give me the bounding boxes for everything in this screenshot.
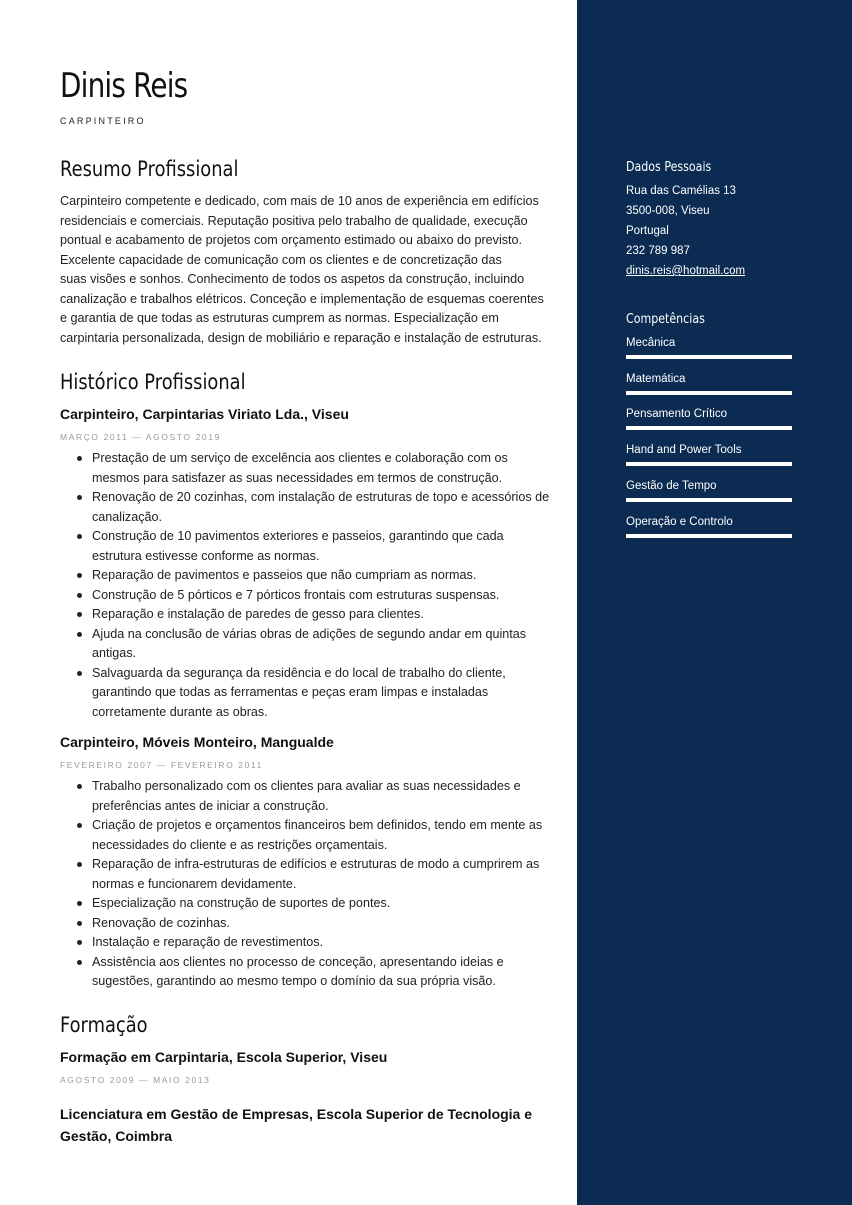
list-item	[60, 933, 540, 953]
education-date: AGOSTO 2009 — MAIO 2013	[60, 1075, 211, 1085]
skill-level-bar	[626, 534, 792, 538]
skill-name: Gestão de Tempo	[626, 480, 717, 492]
list-item	[60, 855, 540, 894]
skill-level-bar	[626, 391, 792, 395]
list-item	[60, 664, 540, 723]
list-item	[60, 586, 540, 606]
skill-level-bar	[626, 462, 792, 466]
summary-heading: Resumo Profissional	[60, 157, 239, 181]
bullet-line: corretamente durante as obras.	[92, 704, 268, 719]
skill-item	[626, 516, 792, 538]
job-date: MARÇO 2011 — AGOSTO 2019	[60, 432, 221, 442]
summary-line: canalização e trabalhos elétricos. Conceção e implementação de esquemas coerentes	[60, 291, 544, 306]
bullet-line: Trabalho personalizado com os clientes para avaliar as suas necessidades e	[92, 779, 521, 793]
bullet-line: Ajuda na conclusão de várias obras de adições de segundo andar em quintas	[92, 626, 527, 641]
list-item	[60, 894, 540, 914]
candidate-name: Dinis Reis	[60, 66, 188, 106]
sidebar	[577, 0, 852, 1205]
skill-item	[626, 373, 792, 395]
bullet-line: Renovação de cozinhas.	[92, 915, 230, 930]
bullet-line: preferências antes de iniciar a construção.	[92, 798, 329, 813]
summary-line: Carpinteiro competente e dedicado, com mais de 10 anos de experiência em edifícios	[60, 194, 539, 208]
bullet-line: Assistência aos clientes no processo de conceção, apresentando ideias e	[92, 954, 504, 969]
personal-heading: Dados Pessoais	[626, 160, 712, 175]
skill-name: Mecânica	[626, 337, 676, 349]
list-item	[60, 605, 540, 625]
bullet-line: estrutura estivesse conforme as normas.	[92, 548, 320, 563]
education-title: Licenciatura em Gestão de Empresas, Escola Superior de Tecnologia e	[60, 1106, 533, 1122]
list-item	[60, 566, 540, 586]
list-item	[60, 816, 543, 855]
job-title: Carpinteiro, Carpintarias Viriato Lda., Viseu	[60, 406, 349, 422]
bullet-line: canalização.	[92, 509, 163, 524]
bullet-line: necessidades do cliente e as restrições orçamentais.	[92, 837, 388, 852]
list-item	[60, 449, 540, 488]
skill-item	[626, 480, 792, 502]
job-duties-list	[60, 449, 550, 722]
summary-line: Excelente capacidade de comunicação com os clientes e de concretização das	[60, 252, 502, 267]
list-item	[60, 914, 540, 934]
skill-level-bar	[626, 355, 792, 359]
job-duties-list	[60, 777, 543, 992]
bullet-line: Reparação e instalação de paredes de gesso para clientes.	[92, 607, 424, 621]
candidate-title: CARPINTEIRO	[60, 116, 146, 126]
bullet-line: Salvaguarda da segurança da residência e do local de trabalho do cliente,	[92, 665, 506, 680]
skills-heading: Competências	[626, 312, 705, 327]
bullet-line: Instalação e reparação de revestimentos.	[92, 935, 324, 949]
summary-text	[60, 192, 544, 348]
bullet-line: Reparação de pavimentos e passeios que não cumpriam as normas.	[92, 568, 477, 582]
summary-line: suas visões e sonhos. Conhecimento de todos os aspetos da construção, incluindo	[60, 272, 525, 286]
bullet-line: Especialização na construção de suportes de pontes.	[92, 896, 391, 910]
address-line: Rua das Camélias 13	[626, 185, 736, 197]
list-item	[60, 953, 540, 992]
bullet-line: mesmos para satisfazer as suas necessidades em termos de construção.	[92, 470, 503, 485]
bullet-line: Reparação de infra-estruturas de edifícios e estruturas de modo a cumprirem as	[92, 857, 540, 871]
education-title: Gestão, Coimbra	[60, 1128, 173, 1144]
email-link[interactable]: dinis.reis@hotmail.com	[626, 265, 746, 277]
summary-line: e garantia de que todas as estruturas cumprem as normas. Especialização em	[60, 311, 499, 325]
bullet-line: Construção de 10 pavimentos exteriores e passeios, garantindo que cada	[92, 529, 504, 543]
education-title: Formação em Carpintaria, Escola Superior, Viseu	[60, 1049, 388, 1065]
list-item	[60, 625, 540, 664]
skill-level-bar	[626, 498, 792, 502]
bullet-line: sugestões, garantindo ao mesmo tempo o domínio da sua própria visão.	[92, 974, 496, 988]
education-heading: Formação	[60, 1013, 148, 1037]
city-line: 3500-008, Viseu	[626, 205, 710, 217]
country-line: Portugal	[626, 225, 669, 237]
bullet-line: antigas.	[92, 646, 137, 660]
history-heading: Histórico Profissional	[60, 370, 246, 394]
skill-name: Matemática	[626, 373, 686, 385]
job-date: FEVEREIRO 2007 — FEVEREIRO 2011	[60, 760, 263, 770]
skill-name: Hand and Power Tools	[626, 444, 742, 456]
skill-item	[626, 408, 792, 430]
bullet-line: normas e funcionarem devidamente.	[92, 876, 297, 891]
skill-name: Operação e Controlo	[626, 516, 733, 528]
bullet-line: garantindo que todas as ferramentas e peças eram limpas e instaladas	[92, 685, 489, 699]
bullet-line: Criação de projetos e orçamentos financeiros bem definidos, tendo em mente as	[92, 818, 543, 832]
summary-line: pontual e acabamento de projetos com orçamento estimado ou abaixo do previsto.	[60, 233, 523, 247]
summary-line: carpintaria personalizada, design de mobiliário e reparação e instalação de estruturas.	[60, 330, 542, 345]
bullet-line: Renovação de 20 cozinhas, com instalação de estruturas de topo e acessórios de	[92, 490, 550, 504]
skill-level-bar	[626, 426, 792, 430]
list-item	[60, 488, 550, 527]
phone-line: 232 789 987	[626, 245, 690, 257]
bullet-line: Construção de 5 pórticos e 7 pórticos frontais com estruturas suspensas.	[92, 587, 500, 602]
summary-line: residenciais e comerciais. Reputação positiva pelo trabalho de qualidade, execução	[60, 213, 528, 228]
skill-item	[626, 444, 792, 466]
list-item	[60, 777, 540, 816]
list-item	[60, 527, 540, 566]
skill-item	[626, 337, 792, 359]
job-title: Carpinteiro, Móveis Monteiro, Mangualde	[60, 734, 334, 750]
bullet-line: Prestação de um serviço de excelência aos clientes e colaboração com os	[92, 451, 508, 465]
skill-name: Pensamento Crítico	[626, 408, 727, 420]
